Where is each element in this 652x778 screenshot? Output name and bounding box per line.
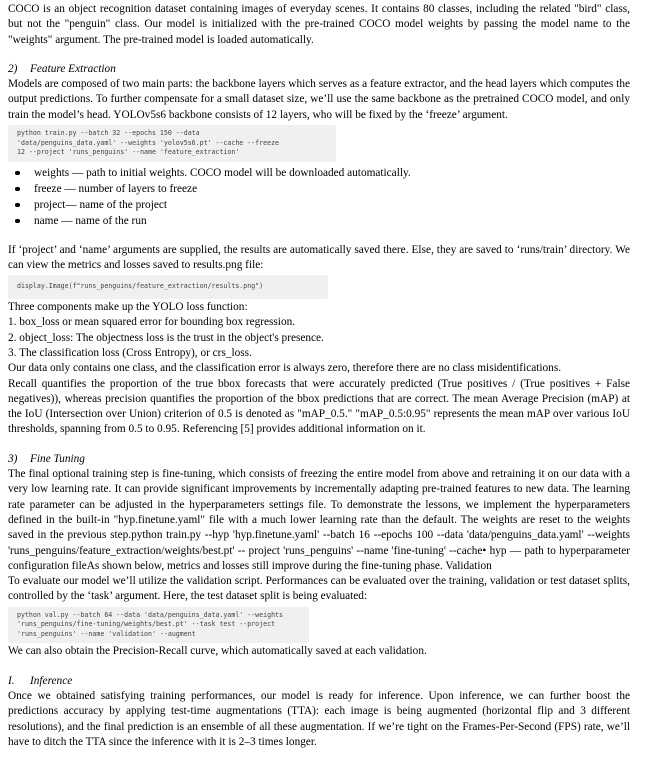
code-block-display-results: display.Image(f"runs_penguins/feature_extraction/results.png")	[8, 275, 328, 299]
loss-item: 3. The classification loss (Cross Entropy), or crs_loss.	[8, 346, 252, 359]
code-block-validation-command: python val.py --batch 64 --data 'data/penguins_data.yaml' --weights 'runs_penguins/fine-tuning/weights/best.pt' --task test --project 'runs_penguins' --name 'validation' --augment	[8, 607, 309, 644]
section-title: Fine Tuning	[30, 452, 85, 465]
section-heading-feature-extraction	[8, 62, 630, 77]
section-number: 3)	[8, 452, 18, 465]
code-block-train-command: python train.py --batch 32 --epochs 150 --data 'data/penguins_data.yaml' --weights 'yolov5s6.pt' --cache --freeze 12 --project 'runs_penguins' --name 'feature_extraction'	[8, 125, 336, 162]
section-number: 2)	[8, 62, 18, 75]
feature-extraction-paragraph: Models are composed of two main parts: the backbone layers which serves as a feature extractor, and the head layers which computes the output predictions. To further compensate for a small dataset size, we’ll use the same backbone as the pretrained COCO model, and only train the model’s head. YOLOv5s6 backbone consists of 12 layers, who will be fixed by the ‘freeze’ argument.	[8, 78, 630, 121]
results-location-paragraph: If ‘project’ and ‘name’ arguments are supplied, the results are automatically saved there. Else, they are saved to ‘runs/train’ directory. We can view the metrics and losses saved to results.png file:	[8, 243, 630, 272]
fine-tuning-paragraph: The final optional training step is fine-tuning, which consists of freezing the entire model from above and retraining it on our data with a very low learning rate. It can provide significant improvements by incrementally adapting pre-trained features to new data. The learning rate parameter can be adjusted in the hyperparameters settings file. To demonstrate the lessons, we implement the hyperparameters defined in the built-in "hyp.finetune.yaml" file with a much lower learning rate than the default. The weights are reset to the weights saved in the previous step.python train.py --hyp 'hyp.finetune.yaml' --batch 16 --epochs 100 --data 'data/penguins_data.yaml' --weights 'runs_penguins/feature_extraction/weights/best.pt' -- project 'runs_penguins' --name 'fine-tuning' --cache• hyp — path to hyperparameter configuration fileAs shown below, metrics and losses still improve during the fine-tuning phase. Validation	[8, 468, 630, 572]
loss-intro: Three components make up the YOLO loss function:	[8, 301, 248, 314]
intro-paragraph: COCO is an object recognition dataset containing images of everyday scenes. It contains 80 classes, including the related "bird" class, but not the "penguin" class. Our model is initialized with the pre-trained COCO model weights by passing the model name to the "weights" argument. The pre-trained model is loaded automatically.	[8, 3, 630, 46]
loss-item: 2. object_loss: The objectness loss is the trust in the object's presence.	[8, 331, 324, 344]
section-title: Feature Extraction	[30, 62, 116, 75]
bullet-item: freeze — number of layers to freeze	[8, 181, 630, 197]
classification-error-paragraph: Our data only contains one class, and the classification error is always zero, therefore there are no class misidentifications.	[8, 362, 562, 375]
section-number: I.	[8, 674, 15, 687]
document-page	[8, 2, 630, 750]
bullet-item: weights — path to initial weights. COCO model will be downloaded automatically.	[8, 165, 630, 181]
section-heading-fine-tuning	[8, 452, 630, 467]
argument-bullet-list	[8, 165, 630, 229]
bullet-item: name — name of the run	[8, 213, 630, 229]
inference-paragraph: Once we obtained satisfying training performances, our model is ready for inference. Upon inference, we can further boost the predictions accuracy by applying test-time augmentations (TTA): each image is being augmented (horizontal flip and 3 different resolutions), and the final prediction is an ensemble of all these augmentation. If we’re tight on the Frames-Per-Second (FPS) rate, we’ll have to ditch the TTA since the inference with it is 2–3 times longer.	[8, 690, 630, 748]
bullet-item: project— name of the project	[8, 197, 630, 213]
loss-item: 1. box_loss or mean squared error for bounding box regression.	[8, 316, 296, 329]
metrics-paragraph: Recall quantifies the proportion of the true bbox forecasts that were accurately predicted (True positives / (True positives + False negatives)), whereas precision quantifies the proportion of the bbox predictions that are correct. The mean Average Precision (mAP) at the IoU (Intersection over Union) criterion of 0.5 is denoted as "mAP_0.5." "mAP_0.5:0.95" represents the mean mAP over various IoU thresholds, spanning from 0.5 to 0.95. Referencing [5] provides additional information on it.	[8, 377, 630, 436]
section-heading-inference	[8, 674, 630, 689]
validation-paragraph: To evaluate our model we’ll utilize the validation script. Performances can be evaluated over the training, validation or test dataset splits, controlled by the ‘task’ argument. Here, the test dataset split is being evaluated:	[8, 575, 630, 603]
section-title: Inference	[30, 674, 73, 687]
precision-recall-paragraph: We can also obtain the Precision-Recall curve, which automatically saved at each validation.	[8, 645, 427, 658]
